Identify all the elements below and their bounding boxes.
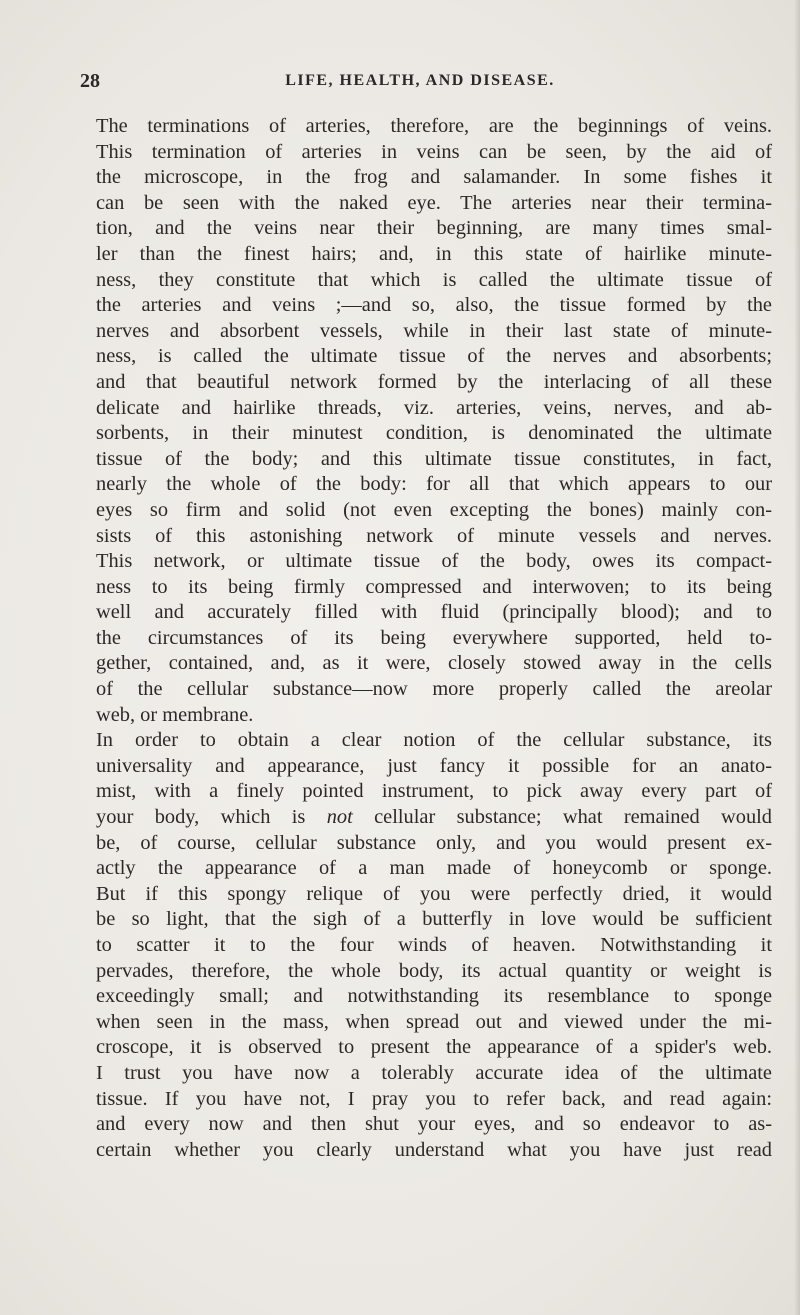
text-line: to scatter it to the four winds of heaven. Notwithstanding it — [96, 934, 772, 956]
text-segment: cellular substance; what remained would — [374, 806, 773, 829]
text-line: mist, with a finely pointed instrument, to pick away every part of — [96, 780, 772, 803]
body-text — [96, 114, 772, 1163]
text-line: croscope, it is observed to present the appearance of a spider's web. — [96, 1036, 772, 1059]
text-line: The terminations of arteries, therefore, are the beginnings of veins. — [96, 115, 772, 137]
text-line: well and accurately filled with fluid (principally blood); and to — [96, 601, 772, 624]
emphasis-not: not — [326, 806, 353, 829]
text-line: But if this spongy relique of you were perfectly dried, it would — [96, 882, 772, 905]
text-line: In order to obtain a clear notion of the cellular substance, its — [96, 729, 772, 752]
text-line: nearly the whole of the body: for all that which appears to our — [96, 473, 772, 496]
running-head: LIFE, HEALTH, AND DISEASE. — [285, 72, 555, 89]
text-line: the microscope, in the frog and salamander. In some fishes it — [96, 166, 772, 189]
text-line-with-emphasis — [96, 805, 772, 831]
text-line: when seen in the mass, when spread out and viewed under the mi- — [96, 1010, 772, 1033]
text-line: ler than the finest hairs; and, in this state of hairlike minute- — [96, 242, 772, 265]
page-header — [80, 70, 760, 94]
text-line: and that beautiful network formed by the interlacing of all these — [96, 370, 772, 393]
text-line: ness, they constitute that which is called the ultimate tissue of — [96, 268, 772, 291]
text-line: eyes so firm and solid (not even excepting the bones) mainly con- — [96, 498, 772, 521]
text-line: I trust you have now a tolerably accurate idea of the ultimate — [96, 1061, 772, 1084]
text-segment: your body, which is — [96, 806, 306, 829]
text-line: certain whether you clearly understand what you have just read — [96, 1138, 772, 1161]
page-number: 28 — [80, 70, 100, 92]
text-line: This termination of arteries in veins can be seen, by the aid of — [96, 140, 772, 163]
text-line: gether, contained, and, as it were, closely stowed away in the cells — [96, 652, 772, 675]
text-line: exceedingly small; and notwithstanding its resemblance to sponge — [96, 985, 772, 1008]
text-line: sists of this astonishing network of minute vessels and nerves. — [96, 524, 772, 547]
text-line: ness to its being firmly compressed and interwoven; to its being — [96, 575, 772, 598]
text-line: the circumstances of its being everywhere supported, held to- — [96, 626, 772, 649]
text-line: be so light, that the sigh of a butterfly in love would be sufficient — [96, 908, 772, 931]
text-line: ness, is called the ultimate tissue of the nerves and absorbents; — [96, 345, 772, 368]
text-line: of the cellular substance—now more properly called the areolar — [96, 678, 772, 701]
text-line: actly the appearance of a man made of honeycomb or sponge. — [96, 857, 772, 880]
text-line: nerves and absorbent vessels, while in their last state of minute- — [96, 319, 772, 342]
text-line: delicate and hairlike threads, viz. arteries, veins, nerves, and ab- — [96, 396, 772, 419]
text-line: tissue of the body; and this ultimate tissue constitutes, in fact, — [96, 447, 772, 470]
text-line: tion, and the veins near their beginning, are many times smal- — [96, 217, 772, 240]
paragraph-end-line: web, or membrane. — [96, 703, 254, 726]
text-line: sorbents, in their minutest condition, is denominated the ultimate — [96, 422, 772, 445]
text-line: be, of course, cellular substance only, and you would present ex- — [96, 831, 772, 854]
text-line: tissue. If you have not, I pray you to refer back, and read again: — [96, 1087, 772, 1110]
text-line: and every now and then shut your eyes, and so endeavor to as- — [96, 1113, 772, 1136]
text-line: universality and appearance, just fancy it possible for an anato- — [96, 754, 772, 777]
page-edge-shadow — [794, 0, 800, 1315]
text-line: can be seen with the naked eye. The arteries near their termina- — [96, 191, 772, 214]
text-line: This network, or ultimate tissue of the body, owes its compact- — [96, 550, 772, 573]
text-line: pervades, therefore, the whole body, its actual quantity or weight is — [96, 959, 772, 982]
text-line: the arteries and veins ;—and so, also, the tissue formed by the — [96, 294, 772, 317]
